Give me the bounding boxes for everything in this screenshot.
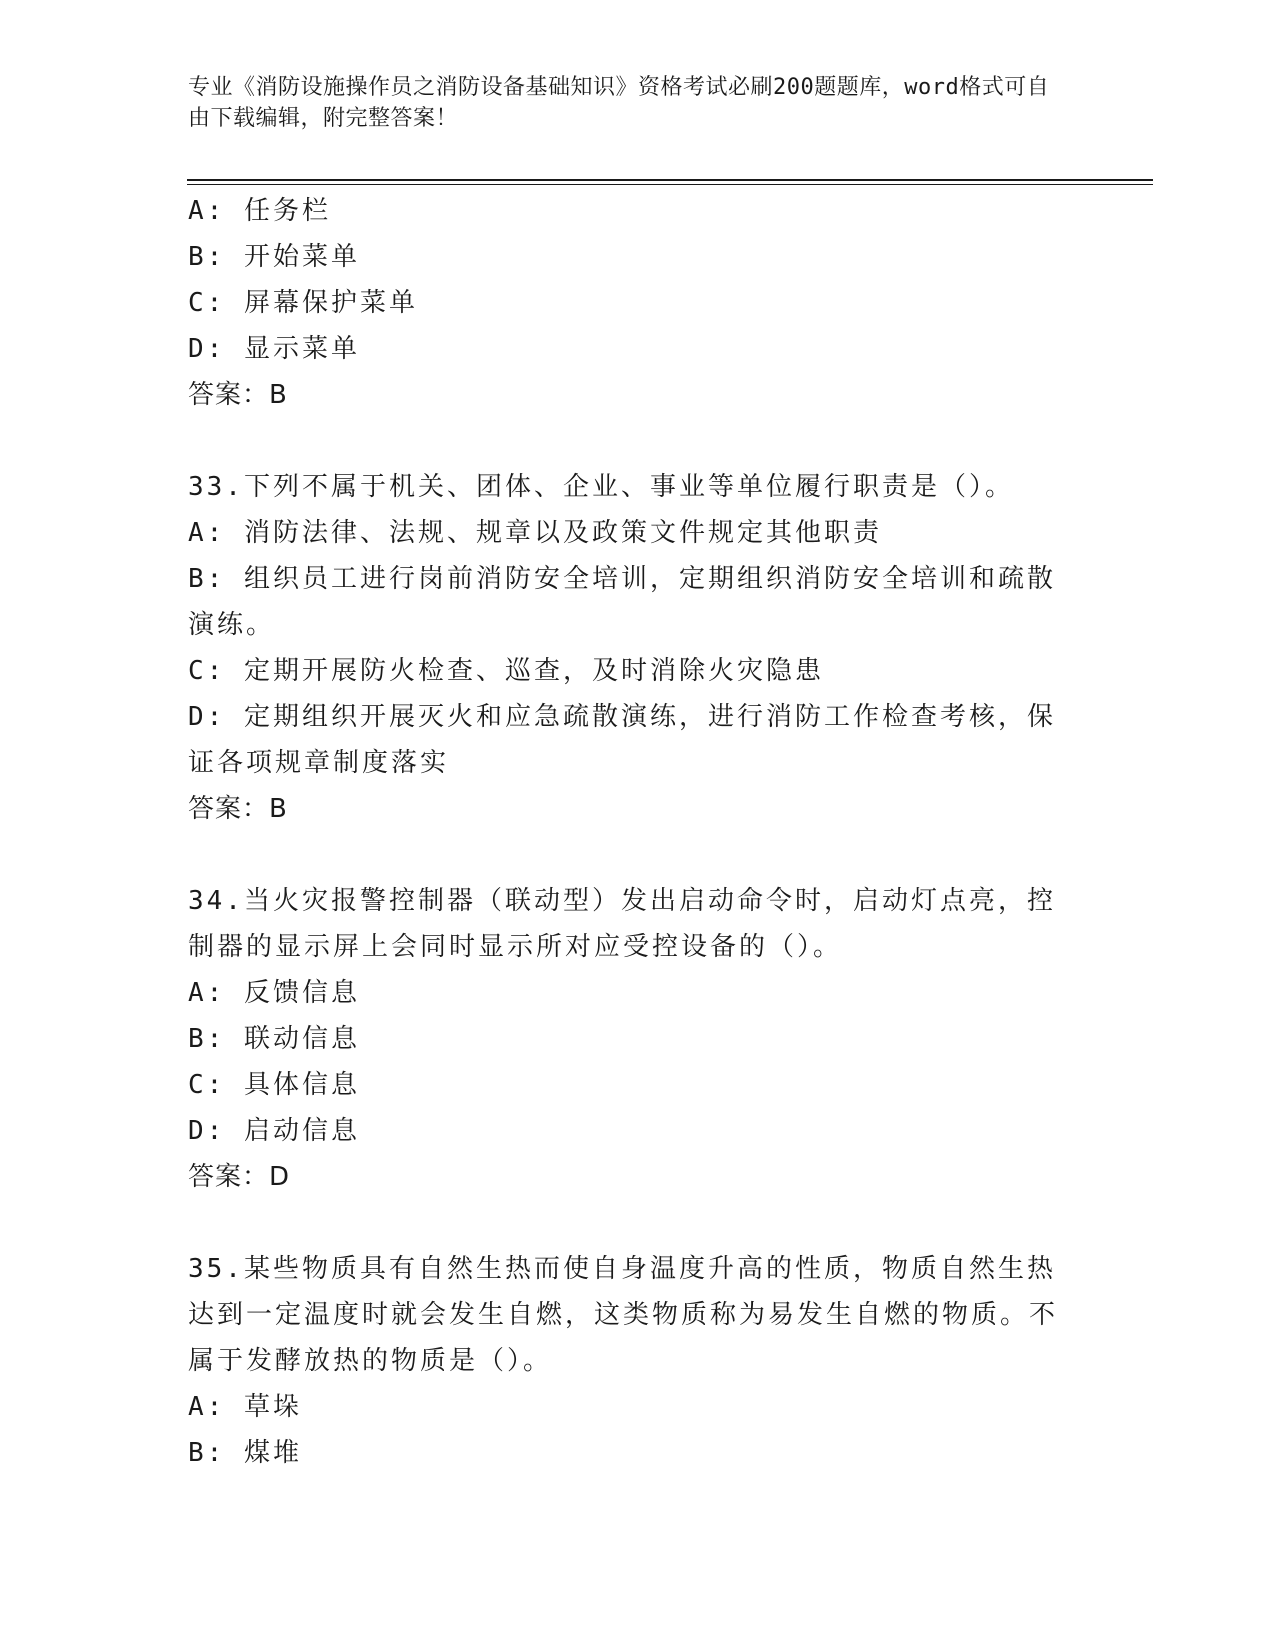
option-a: A: 草垛	[188, 1392, 302, 1422]
block-spacer	[188, 1200, 1078, 1246]
question-block	[188, 188, 1078, 418]
question-stem: 34.当火灾报警控制器（联动型）发出启动命令时，启动灯点亮，控制器的显示屏上会同时显示所对应受控设备的（）。	[188, 886, 1056, 962]
option-d: D: 显示菜单	[188, 334, 360, 364]
question-block	[188, 1246, 1078, 1476]
header-divider-thin	[187, 184, 1153, 185]
option-b: B: 联动信息	[188, 1024, 360, 1054]
header-divider-thick	[187, 179, 1153, 181]
question-block	[188, 464, 1078, 832]
option-b: B: 开始菜单	[188, 242, 360, 272]
option-b: B: 煤堆	[188, 1438, 302, 1468]
question-list	[188, 188, 1078, 1476]
option-c: C: 屏幕保护菜单	[188, 288, 418, 318]
option-d: D: 启动信息	[188, 1116, 360, 1146]
answer-line: 答案：B	[188, 794, 288, 824]
block-spacer	[188, 832, 1078, 878]
question-block	[188, 878, 1078, 1200]
block-spacer	[188, 418, 1078, 464]
answer-line: 答案：D	[188, 1162, 291, 1192]
answer-line: 答案：B	[188, 380, 288, 410]
document-header: 专业《消防设施操作员之消防设备基础知识》资格考试必刷200题题库，word格式可自由下载编辑，附完整答案！	[188, 75, 1050, 131]
option-a: A: 反馈信息	[188, 978, 360, 1008]
question-stem: 35.某些物质具有自然生热而使自身温度升高的性质，物质自然生热达到一定温度时就会发生自燃，这类物质称为易发生自燃的物质。不属于发酵放热的物质是（）。	[188, 1254, 1059, 1376]
question-stem: 33.下列不属于机关、团体、企业、事业等单位履行职责是（）。	[188, 472, 1014, 502]
option-d: D: 定期组织开展灭火和应急疏散演练，进行消防工作检查考核，保证各项规章制度落实	[188, 702, 1056, 778]
option-a: A: 任务栏	[188, 196, 331, 226]
option-c: C: 具体信息	[188, 1070, 360, 1100]
option-b: B: 组织员工进行岗前消防安全培训，定期组织消防安全培训和疏散演练。	[188, 564, 1056, 640]
option-a: A: 消防法律、法规、规章以及政策文件规定其他职责	[188, 518, 882, 548]
option-c: C: 定期开展防火检查、巡查，及时消除火灾隐患	[188, 656, 824, 686]
